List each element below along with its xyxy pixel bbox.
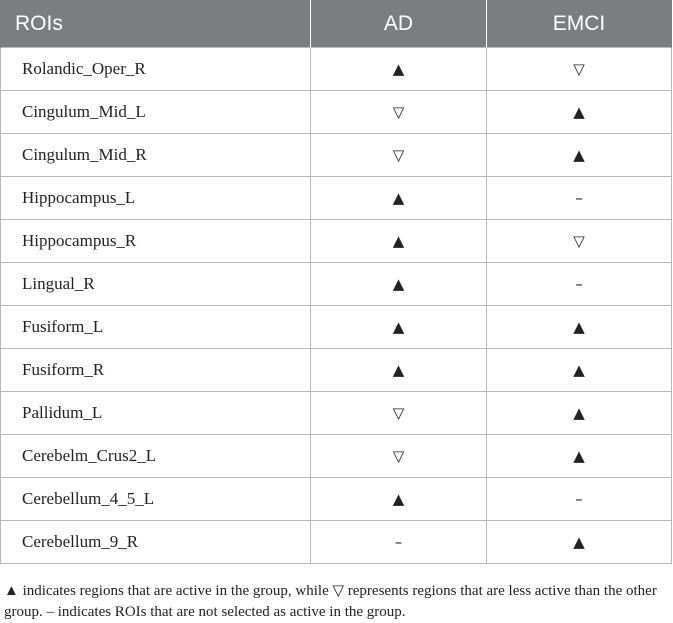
roi-name-cell: Hippocampus_R xyxy=(1,220,311,263)
emci-status-cell: – xyxy=(487,478,672,521)
table-header xyxy=(1,0,672,48)
header-ad: AD xyxy=(311,0,487,48)
emci-status-cell: ▽ xyxy=(487,220,672,263)
ad-status-cell: ▽ xyxy=(311,392,487,435)
header-rois: ROIs xyxy=(1,0,311,48)
roi-name-cell: Hippocampus_L xyxy=(1,177,311,220)
table-row xyxy=(1,478,672,521)
emci-status-cell: ▲ xyxy=(487,91,672,134)
table-row xyxy=(1,392,672,435)
emci-status-cell: ▽ xyxy=(487,48,672,91)
ad-status-cell: ▲ xyxy=(311,220,487,263)
emci-status-cell: ▲ xyxy=(487,134,672,177)
ad-status-cell: ▲ xyxy=(311,349,487,392)
emci-status-cell: ▲ xyxy=(487,521,672,564)
emci-status-cell: – xyxy=(487,263,672,306)
emci-status-cell: ▲ xyxy=(487,306,672,349)
roi-name-cell: Lingual_R xyxy=(1,263,311,306)
table-row xyxy=(1,263,672,306)
ad-status-cell: ▽ xyxy=(311,91,487,134)
table-body xyxy=(1,48,672,564)
emci-status-cell: ▲ xyxy=(487,349,672,392)
roi-name-cell: Rolandic_Oper_R xyxy=(1,48,311,91)
roi-name-cell: Fusiform_L xyxy=(1,306,311,349)
ad-status-cell: ▲ xyxy=(311,48,487,91)
roi-name-cell: Cerebellum_9_R xyxy=(1,521,311,564)
ad-status-cell: – xyxy=(311,521,487,564)
header-row xyxy=(1,0,672,48)
roi-name-cell: Cingulum_Mid_L xyxy=(1,91,311,134)
roi-name-cell: Cerebelm_Crus2_L xyxy=(1,435,311,478)
ad-status-cell: ▲ xyxy=(311,306,487,349)
emci-status-cell: – xyxy=(487,177,672,220)
roi-name-cell: Cerebellum_4_5_L xyxy=(1,478,311,521)
ad-status-cell: ▽ xyxy=(311,134,487,177)
table-row xyxy=(1,349,672,392)
table-row xyxy=(1,48,672,91)
roi-name-cell: Fusiform_R xyxy=(1,349,311,392)
roi-name-cell: Cingulum_Mid_R xyxy=(1,134,311,177)
ad-status-cell: ▲ xyxy=(311,177,487,220)
header-emci: EMCI xyxy=(487,0,672,48)
table-row xyxy=(1,91,672,134)
table-row xyxy=(1,220,672,263)
ad-status-cell: ▲ xyxy=(311,478,487,521)
emci-status-cell: ▲ xyxy=(487,392,672,435)
table-row xyxy=(1,521,672,564)
table-row xyxy=(1,177,672,220)
roi-name-cell: Pallidum_L xyxy=(1,392,311,435)
ad-status-cell: ▽ xyxy=(311,435,487,478)
ad-status-cell: ▲ xyxy=(311,263,487,306)
table-row xyxy=(1,435,672,478)
table-footnote: ▲ indicates regions that are active in the group, while ▽ represents regions that are less active than the other group. – indicates ROIs that are not selected as active in the group. xyxy=(4,583,657,620)
emci-status-cell: ▲ xyxy=(487,435,672,478)
table-row xyxy=(1,134,672,177)
table-row xyxy=(1,306,672,349)
